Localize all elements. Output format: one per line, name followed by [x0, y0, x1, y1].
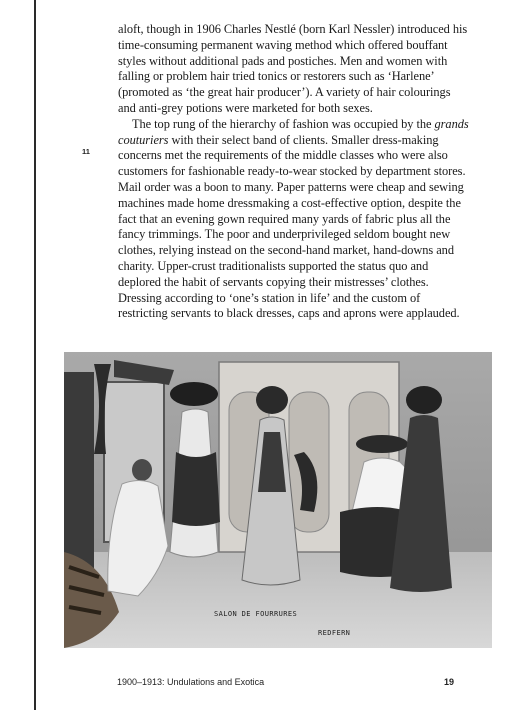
- left-margin-rule: [34, 0, 36, 710]
- page-number: 19: [444, 677, 455, 687]
- photo-caption-line-1: SALON DE FOURRURES: [214, 610, 298, 618]
- photo-caption-line-2: REDFERN: [318, 629, 351, 637]
- salon-photograph: [64, 352, 492, 648]
- photo-illustration: [64, 352, 492, 648]
- body-text: [118, 22, 470, 322]
- paragraph-2-emphasis: grands couturiers: [118, 116, 469, 147]
- margin-note-number: 11: [82, 147, 90, 156]
- paragraph-2: [118, 117, 470, 322]
- paragraph-2-end: with their select band of clients. Smaller dress-making concerns met the requirements of the middle classes who were also customers for fashionable ready-to-wear stocked by department stores. Mail order was a boon to many. Paper patterns were cheap and sewing machines made home dressmaking a cost-effective option, despite the fact that an evening gown required many yards of fabric plus all the fancy trimmings. The poor and underprivileged seldom bought new clothes, relying instead on the second-hand market, hand-downs and charity. Upper-crust traditionalists supported the status quo and deplored the habit of servants copying their mistresses’ clothes. Dressing according to ‘one’s station in life’ and the custom of restricting servants to black dresses, caps and aprons were applauded.: [118, 132, 466, 321]
- running-footer-title: 1900–1913: Undulations and Exotica: [117, 677, 265, 687]
- paragraph-1: aloft, though in 1906 Charles Nestlé (born Karl Nessler) introduced his time-consuming permanent waving method which offered bouffant styles without additional pads and postiches. Men and women with falling or problem hair tried tonics or restorers such as ‘Harlene’ (promoted as ‘the great hair producer’). A variety of hair colourings and anti-grey potions were marketed for both sexes.: [118, 22, 468, 115]
- paragraph-2-start: The top rung of the hierarchy of fashion was occupied by the: [132, 116, 435, 131]
